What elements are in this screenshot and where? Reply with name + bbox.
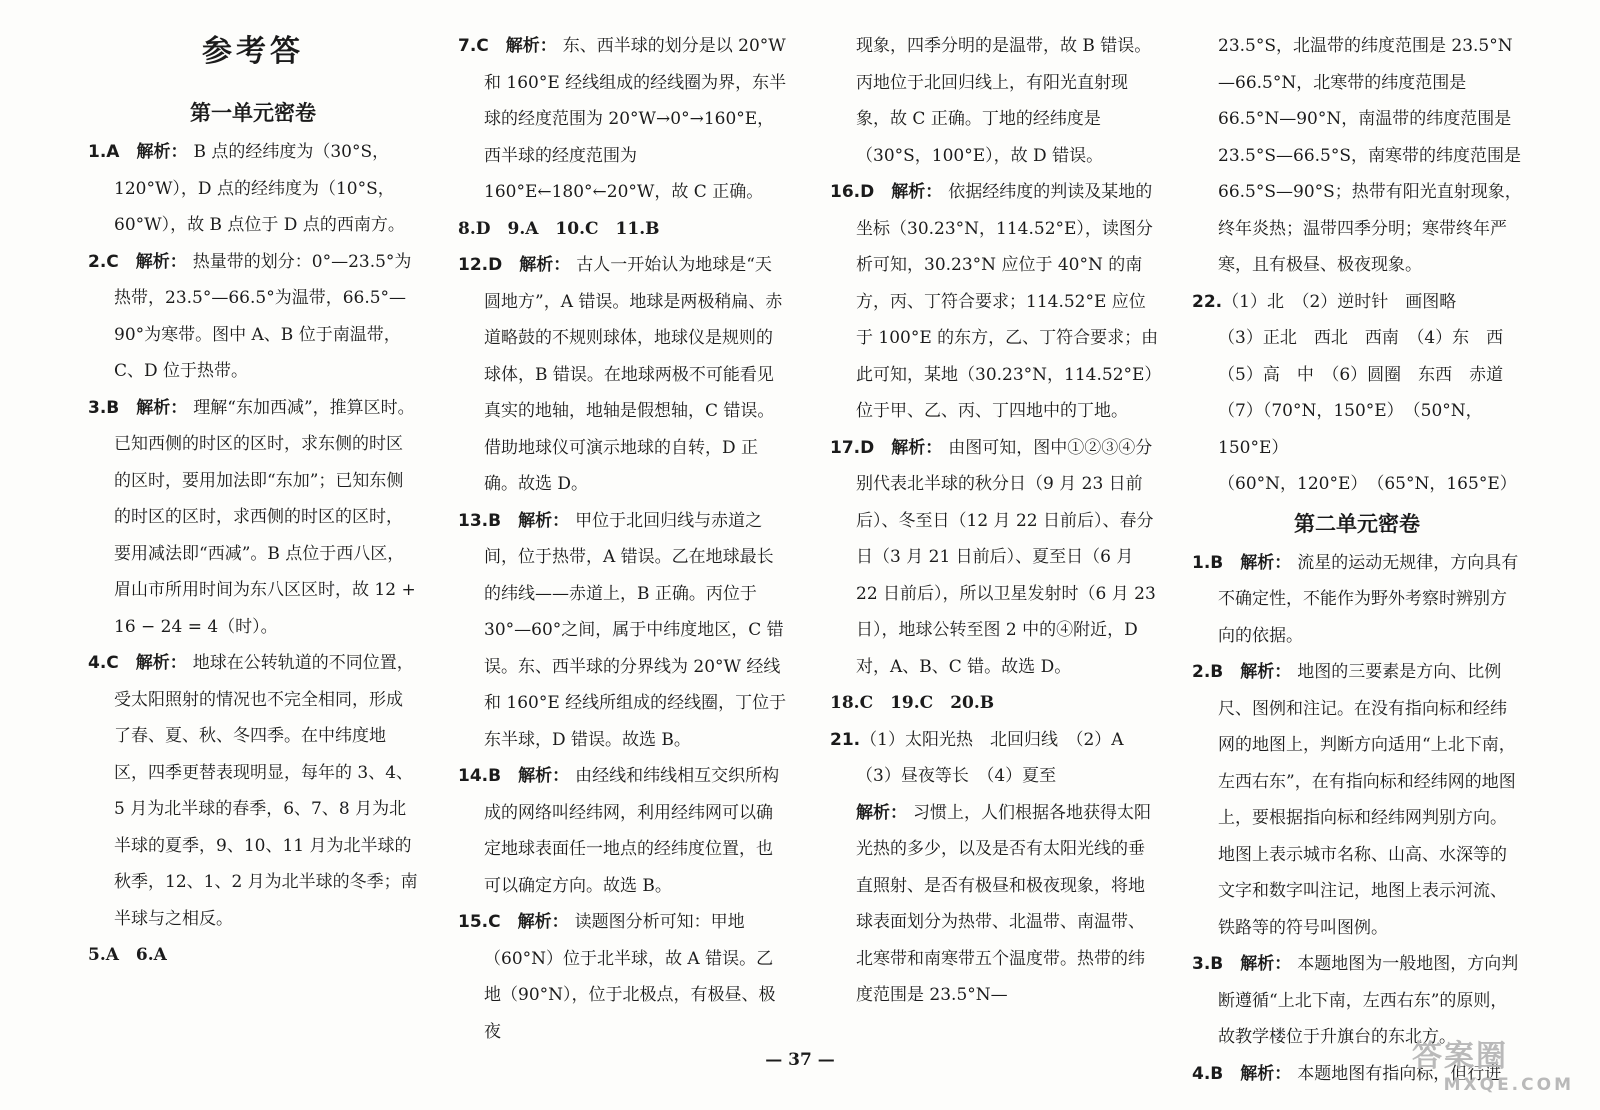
answer-continuation: 23.5°S，北温带的纬度范围是 23.5°N—66.5°N，北寒带的纬度范围是66.5°N—90°N，南温带的纬度范围是 23.5°S—66.5°S，南寒带的纬度范围是 66.5°S—90°S；热带有阳光直射现象，终年炎热；温带四季分明；寒带终年严寒，且有极昼、极夜现象。: [1218, 36, 1522, 275]
column-2: [458, 28, 788, 1048]
answer-subline: （3）正北 西北 西南 （4）东 西: [1218, 328, 1504, 348]
answer-item: 13.B 解析： 甲位于北回归线与赤道之间，位于热带，A 错误。乙在地球最长的纬线——赤道上，B 正确。丙位于 30°—60°之间，属于中纬度地区，C 错误。东、西半球的分界线为 20°W 经线和 160°E 经线所组成的经线圈，丁位于东半球，D 错误。故选 B。: [458, 510, 787, 750]
answer-item: 22.（1）北 （2）逆时针 画图略: [1192, 291, 1457, 312]
answer-item: 7.C 解析： 东、西半球的划分是以 20°W 和 160°E 经线组成的经线圈为界，东半球的经度范围为 20°W→0°→160°E，西半球的经度范围为 160°E←180°←20°W，故 C 正确。: [458, 36, 787, 202]
answer-subline: （60°N，120°E） （65°N，165°E）: [1218, 474, 1517, 494]
unit-2-title: 第二单元密卷: [1294, 511, 1420, 536]
answer-item: 16.D 解析： 依据经纬度的判读及某地的坐标（30.23°N，114.52°E），读图分析可知，30.23°N 应位于 40°N 的南方，丙、丁符合要求；114.52°E 应位于 100°E 的东方，乙、丁符合要求；由此可知，某地（30.23°N，114.52°E）位于甲、乙、丙、丁四地中的丁地。: [830, 182, 1159, 421]
column-1: [88, 28, 418, 1048]
answer-item: 21.（1）太阳光热 北回归线 （2）A: [830, 729, 1124, 750]
answer-subline: （5）高 中 （6）圆圈 东西 赤道: [1218, 364, 1504, 385]
watermark-logo: 答案圈 MXQE.COM: [1412, 1039, 1574, 1095]
answer-line: 5.A 6.A: [88, 945, 167, 965]
page-title: 参考答: [202, 34, 304, 69]
answer-item: 4.B 解析： 本题地图有指向标，但行进: [1192, 1063, 1502, 1084]
answer-item: 14.B 解析： 由经线和纬线相互交织所构成的网络叫经纬网，利用经纬网可以确定地球表面任一地点的经纬度位置，也可以确定方向。故选 B。: [458, 766, 780, 896]
answer-item: 1.B 解析： 流星的运动无规律，方向具有不确定性，不能作为野外考察时辨别方向的依据。: [1192, 552, 1519, 646]
column-3: [830, 28, 1160, 1048]
answer-item: 3.B 解析： 本题地图为一般地图，方向判断遵循“上北下南，左西右东”的原则，故教学楼位于升旗台的东北方。: [1192, 954, 1519, 1047]
answer-line: 18.C 19.C 20.B: [830, 693, 995, 713]
page-number: — 37 —: [765, 1050, 835, 1070]
answer-item: 2.C 解析： 热量带的划分：0°—23.5°为热带，23.5°—66.5°为温带，66.5°—90°为寒带。图中 A、B 位于南温带，C、D 位于热带。: [88, 251, 412, 381]
answer-item: 3.B 解析： 理解“东加西减”，推算区时。已知西侧的时区的区时，求东侧的时区的区时，要用加法即“东加”；已知东侧的时区的区时，求西侧的时区的区时，要用减法即“西减”。B 点位于西八区，眉山市所用时间为东八区区时，故 12 + 16 − 24 = 4（时）。: [88, 397, 416, 637]
answer-item: 4.C 解析： 地球在公转轨道的不同位置，受太阳照射的情况也不完全相同，形成了春、夏、秋、冬四季。在中纬度地区，四季更替表现明显，每年的 3、4、5 月为北半球的春季，6、7、8 月为北半球的夏季，9、10、11 月为北半球的秋季，12、1、2 月为北半球的冬季；南半球与之相反。: [88, 653, 418, 929]
answer-line: 8.D 9.A 10.C 11.B: [458, 218, 660, 239]
answer-item: 12.D 解析： 古人一开始认为地球是“天圆地方”，A 错误。地球是两极稍扁、赤道略鼓的不规则球体，地球仪是规则的球体，B 错误。在地球两极不可能看见真实的地轴，地轴是假想轴，C 错误。借助地球仪可演示地球的自转，D 正确。故选 D。: [458, 255, 783, 494]
answer-subline: （7）（70°N，150°E） （50°N，150°E）: [1218, 401, 1483, 458]
answer-continuation: 现象，四季分明的是温带，故 B 错误。丙地位于北回归线上，有阳光直射现象，故 C 正确。丁地的经纬度是（30°S，100°E），故 D 错误。: [856, 36, 1152, 166]
answer-item: 17.D 解析： 由图可知，图中①②③④分别代表北半球的秋分日（9 月 23 日前后）、冬至日（12 月 22 日前后）、春分日（3 月 21 日前后）、夏至日（6 月 22 日前后），所以卫星发射时（6 月 23 日），地球公转至图 2 中的④附近，D 对，A、B、C 错。故选 D。: [830, 437, 1156, 677]
answer-subline: （3）昼夜等长 （4）夏至: [856, 766, 1057, 786]
answer-item: 2.B 解析： 地图的三要素是方向、比例尺、图例和注记。在没有指向标和经纬网的地图上，判断方向适用“上北下南，左西右东”，在有指向标和经纬网的地图上，要根据指向标和经纬网判别方向。地图上表示城市名称、山高、水深等的文字和数字叫注记，地图上表示河流、铁路等的符号叫图例。: [1192, 662, 1516, 938]
answer-item: 1.A 解析： B 点的经纬度为（30°S，120°W），D 点的经纬度为（10°S，60°W），故 B 点位于 D 点的西南方。: [88, 142, 405, 235]
unit-1-title: 第一单元密卷: [190, 101, 316, 125]
answer-item: 15.C 解析： 读题图分析可知：甲地（60°N）位于北半球，故 A 错误。乙地（90°N），位于北极点，有极昼、极夜: [458, 912, 776, 1042]
answer-explanation: 解析： 习惯上，人们根据各地获得太阳光热的多少，以及是否有太阳光线的垂直照射、是否有极昼和极夜现象，将地球表面划分为热带、北温带、南温带、北寒带和南寒带五个温度带。热带的纬度范围是 23.5°N—: [856, 802, 1151, 1005]
